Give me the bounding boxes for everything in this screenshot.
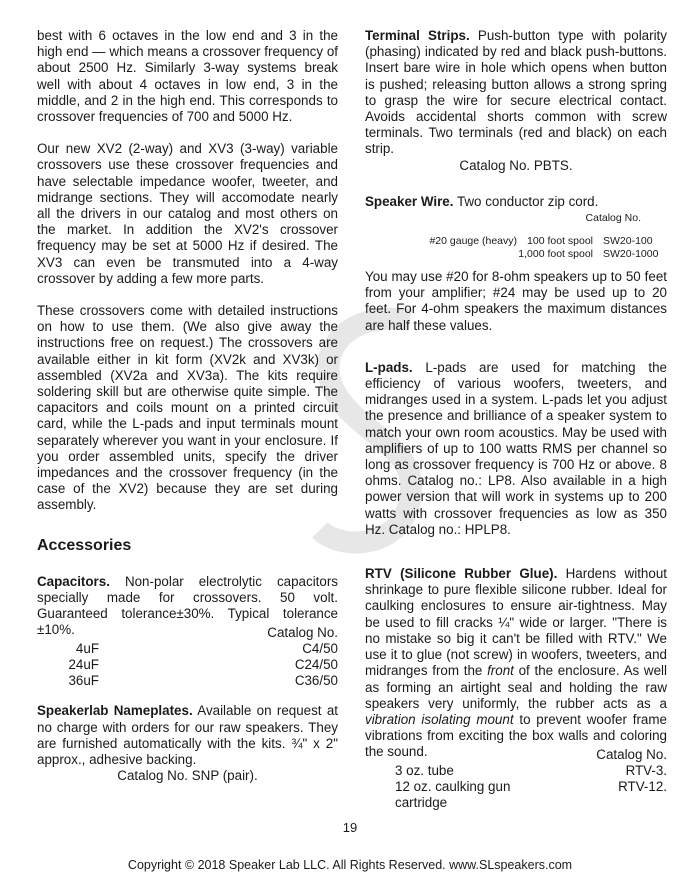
left-column: [37, 28, 338, 784]
terminal-strips-text: Push-button type with polarity (phasing) indicated by red and black push-buttons. Insert bare wire in hole which opens when button is pushed; releasing button allows a strong spring to grasp the wire for secure electrical contact. Avoids accidental shorts common with screw terminals. Two terminals (red and black) on each strip.: [365, 28, 667, 157]
nameplates-title: Speakerlab Nameplates.: [37, 703, 193, 719]
speaker-wire-text: Two conductor zip cord.: [456, 193, 599, 209]
capacitor-catalog: C4/50: [302, 640, 338, 656]
capacitors-title: Capacitors.: [37, 573, 110, 589]
crossover-paragraph: Our new XV2 (2-way) and XV3 (3-way) variable crossovers use these crossover frequencies and have selectable impedance woofer, tweeter, and midrange sections. They will accomodate nearly all the drivers in our catalog and most others on the market. In addition the XV2's crossover frequency may be set at 5000 Hz if desired. The XV3 can even be transmuted into a 4-way crossover by adding a few more parts.: [37, 141, 338, 286]
intro-paragraph: best with 6 octaves in the low end and 3 in the high end — which means a crossover frequency of about 2500 Hz. Similarly 3-way systems break well with about 4 octaves in low end, 3 in the middle, and 2 in the high end. This corresponds to crossover frequencies of 700 and 5000 Hz.: [37, 28, 338, 125]
nameplates-text: Available on request at no charge with orders for our raw speakers. They are furnished automatically with the kits. ¾" x 2" approx., adhesive backing.: [37, 703, 338, 767]
capacitor-value: 24uF: [68, 656, 99, 672]
table-row: [365, 248, 667, 261]
rtv-table: [365, 763, 667, 812]
wire-spool: 1,000 foot spool: [518, 248, 593, 261]
capacitor-value: 4uF: [75, 640, 99, 656]
table-row: [395, 763, 667, 779]
accessories-heading: Accessories: [37, 536, 132, 554]
rtv-catalog: RTV-3.: [625, 762, 667, 778]
speaker-wire-note: You may use #20 for 8-ohm speakers up to 50 feet from your amplifier; #24 may be used up to 20 feet. For 4-ohm speakers the maximum distances are half these values.: [365, 269, 667, 333]
lpads-text: L-pads are used for matching the efficiency of various woofers, tweeters, and midranges used in a system. L-pads let you adjust the presence and brilliance of a speaker system to match your own room acoustics. May be used with amplifiers of up to 100 watts RMS per channel so long as crossover frequency is 700 Hz or above. 8 ohms. Catalog no.: LP8. Also available in a high power version that will work in systems up to 200 watts with crossover frequencies as low as 350 Hz. Catalog no.: HPLP8.: [365, 359, 667, 537]
wire-catalog: SW20-1000: [603, 248, 659, 261]
lpads-section: [365, 360, 667, 538]
nameplates-catalog: Catalog No. SNP (pair).: [117, 768, 258, 784]
terminal-strips-catalog: Catalog No. PBTS.: [459, 157, 573, 173]
rtv-italic-mount: vibration isolating mount: [365, 711, 514, 727]
nameplates-section: [37, 703, 338, 768]
speaker-wire-catalog-label: Catalog No.: [585, 212, 641, 225]
table-row: [49, 641, 338, 657]
speaker-wire-section: [365, 194, 667, 210]
rtv-text-2: of the enclosure. As well as forming an airtight seal and holding the raw speakers very uniformly, the rubber acts as a: [365, 663, 667, 711]
instructions-paragraph: These crossovers come with detailed instructions on how to use them. (We also give away the instructions free on request.) The crossovers are available either in kit form (XV2k and XV3k) or assembled (XV2a and XV3a). The kits require soldering skill but are otherwise quite simple. The capacitors and coils mount on a printed circuit card, while the L-pads and input terminals mount separately wherever you want in your enclosure. If you order assembled units, specify the driver impedances and the crossover frequency (in the case of the XV2) because they are set during assembly.: [37, 303, 338, 513]
capacitors-catalog-label: Catalog No.: [267, 624, 338, 640]
rtv-title: RTV (Silicone Rubber Glue).: [365, 566, 558, 582]
wire-spool: 100 foot spool: [527, 235, 593, 248]
capacitor-catalog: C24/50: [294, 656, 338, 672]
wire-gauge: #20 gauge (heavy): [429, 235, 518, 248]
capacitor-catalog: C36/50: [294, 673, 338, 689]
capacitor-value: 36uF: [68, 673, 99, 689]
speaker-wire-title: Speaker Wire.: [365, 193, 454, 209]
table-row: [49, 673, 338, 689]
rtv-text-3: to prevent woofer frame vibrations from exciting the box walls and coloring the sound.: [365, 711, 667, 760]
wire-catalog: SW20-100: [603, 235, 653, 248]
rtv-italic-front: front: [487, 663, 514, 679]
lpads-title: L-pads.: [365, 359, 413, 375]
rtv-catalog-label: Catalog No.: [596, 746, 667, 762]
terminal-strips-section: [365, 28, 667, 158]
rtv-item: 3 oz. tube: [395, 762, 454, 778]
table-row: [395, 779, 667, 811]
right-column: [365, 28, 667, 811]
rtv-item: 12 oz. caulking gun cartridge: [395, 778, 511, 811]
terminal-strips-title: Terminal Strips.: [365, 28, 470, 43]
rtv-text-1: Hardens without shrinkage to pure flexible silicone rubber. Ideal for caulking enclosures to ensure air-tightness. May be used to fill cracks ¼" wide or larger. "There is no mistake so big it can't be filled with RTV." We use it to glue (not screw) in woofers, tweeters, and midranges from the: [365, 566, 667, 679]
capacitors-table: [37, 641, 338, 690]
page-number: 19: [342, 820, 358, 835]
rtv-catalog: RTV-12.: [618, 778, 667, 794]
capacitors-text: Non-polar electrolytic capacitors specially made for crossovers. 50 volt. Guaranteed tolerance±30%. Typical tolerance ±10%.: [37, 573, 338, 638]
table-row: [365, 235, 667, 248]
table-row: [49, 657, 338, 673]
copyright-footer: Copyright © 2018 Speaker Lab LLC. All Rights Reserved. www.SLspeakers.com: [127, 858, 573, 872]
rtv-section: [365, 566, 667, 760]
